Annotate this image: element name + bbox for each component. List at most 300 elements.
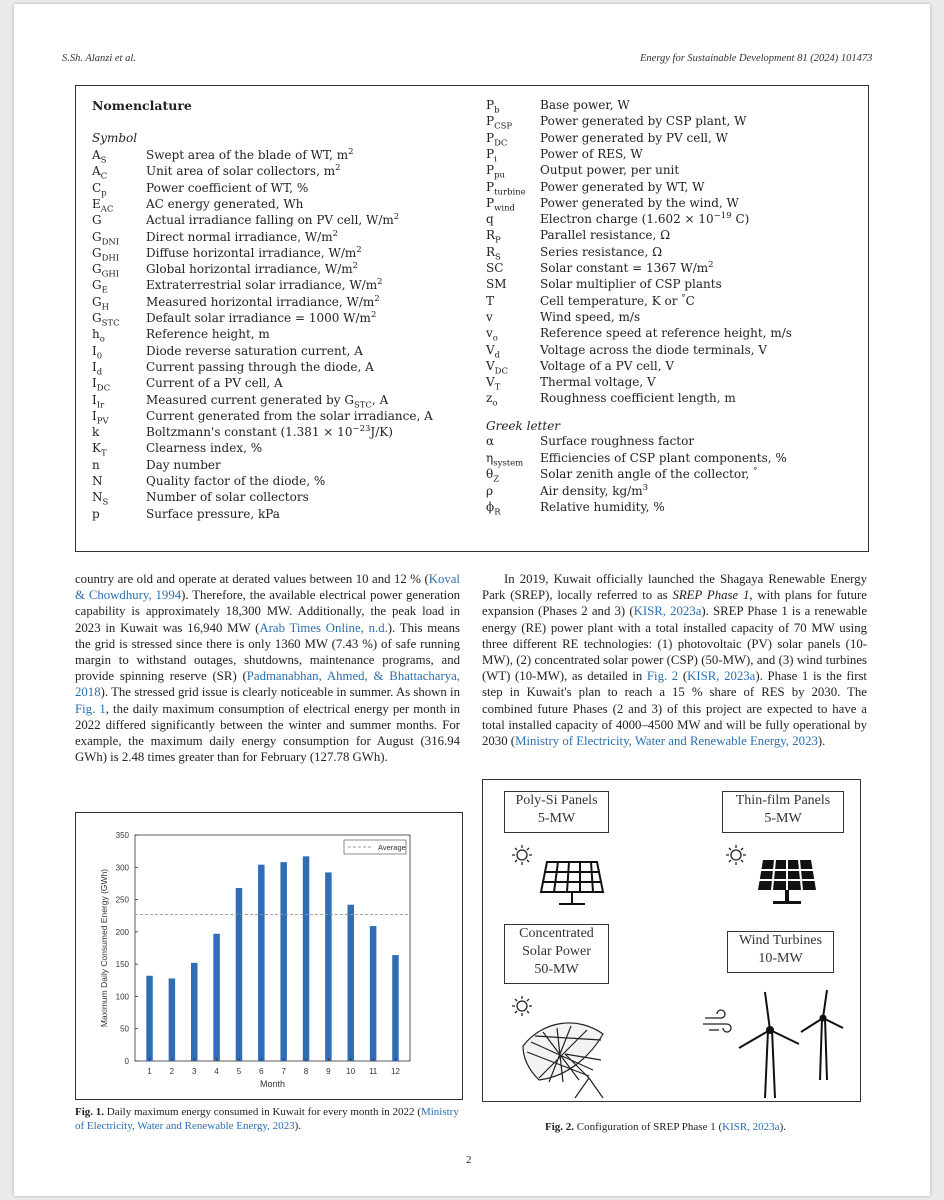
nomenclature-symbol [92,180,107,198]
symbol-base: ϕ [486,500,495,515]
y-tick-label: 50 [120,1024,129,1034]
nomenclature-row [486,180,866,196]
nomenclature-definition [540,212,749,226]
polysi-panels-label [504,791,609,833]
nomenclature-definition [540,467,757,481]
nomenclature-definition [540,261,714,275]
definition-subscript: STC [353,399,372,410]
nomenclature-row [486,163,866,179]
nomenclature-definition [540,114,746,128]
x-tick-label: 5 [236,1067,242,1076]
definition-text: Power generated by WT, W [540,179,705,194]
nomenclature-definition [146,148,354,162]
nomenclature-row [486,484,866,500]
nomenclature-definition [146,213,399,227]
definition-text: Solar multiplier of CSP plants [540,277,722,292]
nomenclature-symbol [92,359,103,378]
nomenclature-row [92,360,472,376]
definition-text: Diffuse horizontal irradiance, W/m [146,245,357,260]
figure-2-caption [545,1120,786,1134]
body-text: country are old and operate at derated values between 10 and 12 % ( [75,572,429,586]
definition-text: Voltage of a PV cell, V [540,358,674,373]
definition-text: Cell temperature, K or [540,293,682,308]
wind-label-line2: 10-MW [758,951,803,966]
definition-superscript: 2 [332,228,339,239]
symbol-subscript: d [494,349,501,360]
symbol-base: G [92,294,102,309]
body-right-column [482,571,867,749]
nomenclature-symbol [486,391,498,409]
definition-text: Clearness index, % [146,441,263,456]
polysi-label-line1: Poly-Si Panels [515,793,598,808]
bar-month-8 [303,856,310,1061]
symbol-subscript: PV [96,416,109,427]
definition-text: Solar constant = 1367 W/m [540,261,709,275]
x-axis-label: Month [259,1079,286,1089]
body-text: ). [817,734,826,749]
definition-text: Thermal voltage, V [540,375,656,390]
page-number: 2 [466,1154,472,1166]
nomenclature-definition [540,163,679,177]
nomenclature-definition [146,490,309,504]
nomenclature-symbol [486,179,526,197]
nomenclature-definition [146,425,393,439]
citation-link[interactable]: KISR, 2023a [687,669,756,684]
symbol-subscript: STC [101,318,120,329]
nomenclature-row [486,467,866,483]
symbol-subscript: turbine [494,186,526,197]
nomenclature-symbol [486,342,501,360]
nomenclature-definition [146,441,262,455]
symbol-base: V [486,358,495,373]
symbol-subscript: o [492,398,498,409]
y-tick-label: 200 [115,927,129,937]
symbol-base: P [486,98,495,112]
definition-superscript: −23 [352,424,371,435]
nomenclature-symbol [486,228,501,246]
sun-icon [512,996,532,1016]
sun-icon [512,845,532,865]
definition-text: Power generated by the wind, W [540,195,739,210]
definition-text: Reference height, m [146,327,270,342]
nomenclature-row [92,376,472,392]
symbol-base: C [92,180,102,195]
symbol-subscript: GHI [101,269,120,280]
nomenclature-symbol [92,213,102,227]
citation-link[interactable]: Fig. 2 [646,669,679,684]
nomenclature-symbol [92,490,109,508]
figure-2-caption-text: Configuration of SREP Phase 1 ( [576,1121,723,1133]
nomenclature-symbol [92,441,107,459]
symbol-subscript: CSP [494,121,513,132]
definition-text: Measured current generated by G [146,392,354,407]
symbol-subscript: DHI [101,253,120,264]
definition-text: Output power, per unit [540,163,680,178]
definition-text: Measured horizontal irradiance, W/m [146,294,375,309]
y-tick-label: 300 [115,863,129,873]
nomenclature-definition [146,376,283,390]
bar-month-12 [392,955,399,1061]
symbol-subscript: DC [96,383,111,394]
symbol-base: P [486,114,495,129]
nomenclature-symbol [92,507,100,521]
symbol-subscript: T [100,448,107,459]
symbol-subscript: T [494,382,501,393]
symbol-subscript: 0 [96,350,103,361]
symbol-base: P [486,163,495,178]
symbol-base: n [92,457,100,472]
nomenclature-row [486,500,866,516]
definition-text: Boltzmann's constant (1.381 × 10 [146,425,353,440]
definition-superscript: 2 [374,293,380,304]
symbol-base: P [486,195,495,210]
y-axis-label: Maximum Daily Consumed Energy (GWh) [99,868,109,1028]
symbol-subscript: DC [494,137,508,148]
x-tick-label: 7 [281,1067,286,1076]
nomenclature-row [486,98,866,114]
definition-text: Global horizontal irradiance, W/m [146,262,353,277]
nomenclature-symbol [92,196,114,215]
nomenclature-row [92,197,472,213]
bar-month-1 [146,976,153,1061]
nomenclature-definition [540,326,792,340]
symbol-base: E [92,196,101,211]
citation-link[interactable]: Padmanabhan, Ahmed, & Bhattacharya, 2018 [75,669,460,700]
figure-2-caption-link[interactable]: KISR, 2023a [722,1121,780,1133]
nomenclature-symbol [486,244,501,263]
nomenclature-row [486,114,866,130]
symbol-base: V [486,342,495,357]
citation-link[interactable]: Fig. 1 [75,701,106,716]
csp-label-line3: 50-MW [534,962,579,977]
symbol-base: k [92,425,100,440]
definition-text: Efficiencies of CSP plant components, % [540,450,787,465]
symbol-base: N [92,474,103,488]
nomenclature-row [92,230,472,246]
bar-month-9 [325,872,332,1061]
y-tick-label: 150 [115,960,129,970]
symbol-base: R [486,228,496,243]
nomenclature-definition [146,409,433,423]
x-tick-label: 12 [391,1067,400,1076]
definition-superscript: 2 [708,260,714,270]
x-tick-label: 2 [169,1067,175,1076]
nomenclature-symbol [486,358,508,377]
definition-text: Voltage across the diode terminals, V [540,342,768,357]
symbol-base: SC [486,261,504,275]
symbol-base: p [92,506,100,521]
definition-superscript: 2 [356,244,362,255]
definition-text: Current of a PV cell, A [146,376,283,391]
symbol-heading: Symbol [92,131,138,145]
definition-tail: , A [371,392,389,407]
nomenclature-symbol [486,484,493,498]
nomenclature-symbol [92,392,105,410]
symbol-subscript: d [96,367,103,378]
citation-link[interactable]: Arab Times Online, n.d. [259,620,388,635]
nomenclature-symbol [92,425,99,439]
symbol-subscript: E [101,285,108,296]
symbol-base: P [486,146,495,161]
citation-link[interactable]: Ministry of Electricity, Water and Renewable Energy, 2023 [515,734,818,749]
definition-text: Surface roughness factor [540,434,695,448]
nomenclature-definition [146,164,341,178]
nomenclature-row [92,278,472,294]
symbol-base: N [92,490,103,505]
csp-dish-icon [523,1023,603,1098]
x-tick-label: 6 [259,1067,264,1076]
citation-link[interactable]: Koval & Chowdhury, 1994 [75,572,460,603]
nomenclature-symbol [486,294,494,308]
definition-text: Default solar irradiance = 1000 W/m [146,311,371,325]
body-text: ). The stressed grid issue is clearly noticeable in summer. As shown in [100,685,460,700]
greek-heading: Greek letter [486,419,561,433]
nomenclature-definition [146,295,380,309]
figure-2-caption-end: ). [779,1121,786,1133]
nomenclature-symbol [92,327,105,345]
nomenclature-row [486,375,866,391]
nomenclature-symbol [92,278,108,296]
nomenclature-symbol [92,458,100,472]
figure-1-label: Fig. 1. [75,1106,105,1118]
symbol-subscript: i [494,154,497,165]
symbol-base: I [92,392,97,407]
definition-text: Solar zenith angle of the collector, [540,467,754,482]
nomenclature-definition [540,180,704,194]
nomenclature-row [92,441,472,457]
symbol-subscript: S [495,252,501,263]
nomenclature-symbol [92,229,120,247]
wind-turbine-icon [739,992,799,1098]
definition-text: Air density, kg/m [540,483,643,498]
nomenclature-symbol [92,376,111,394]
nomenclature-symbol [92,408,109,427]
nomenclature-row [92,490,472,506]
symbol-base: G [92,262,102,277]
symbol-base: T [486,293,495,308]
definition-text: AC energy generated, Wh [146,196,304,211]
nomenclature-symbol [92,262,120,280]
symbol-subscript: P [495,235,501,246]
definition-text: Surface pressure, kPa [146,506,280,521]
nomenclature-symbol [486,500,501,518]
nomenclature-row [486,131,866,147]
y-tick-label: 0 [124,1057,129,1066]
nomenclature-definition [540,294,695,308]
symbol-subscript: S [102,497,109,508]
symbol-base: I [92,376,97,391]
figure-2-frame [482,779,861,1102]
bar-month-5 [236,888,243,1061]
figure-1-caption-link[interactable]: Ministry of Electricity, Water and Renewable Energy, 2023 [75,1106,459,1132]
nomenclature-definition [540,228,670,242]
definition-superscript: 2 [393,212,400,223]
symbol-subscript: wind [494,203,515,214]
definition-superscript: 2 [348,147,354,157]
symbol-base: I [92,408,97,423]
body-text: SREP Phase 1 [672,588,750,603]
definition-text: Day number [146,457,221,472]
x-tick-label: 3 [192,1067,197,1076]
nomenclature-definition [540,375,656,389]
thinfilm-solar-panel-icon [758,860,816,904]
definition-text: Unit area of solar collectors, m [146,164,336,179]
thinfilm-panels-label [722,791,844,833]
nomenclature-definition [146,197,303,211]
bar-month-10 [348,905,355,1061]
nomenclature-row [92,458,472,474]
definition-tail: C [685,293,695,308]
x-tick-label: 8 [303,1067,309,1076]
x-tick-label: 4 [214,1067,219,1076]
symbol-subscript: H [101,302,110,313]
symbol-base: v [486,309,493,324]
citation-link[interactable]: KISR, 2023a [633,604,702,619]
nomenclature-symbol [486,163,505,181]
symbol-base: A [92,164,101,179]
symbol-subscript: b [494,105,500,116]
definition-superscript: 2 [335,163,341,174]
nomenclature-row [92,474,472,490]
figure-1-caption [75,1105,465,1133]
nomenclature-row [92,213,472,229]
nomenclature-symbol [486,146,497,165]
nomenclature-symbol [92,294,110,313]
nomenclature-symbol [486,375,501,393]
nomenclature-symbol [92,245,120,264]
figure-1-caption-text: Daily maximum energy consumed in Kuwait for every month in 2022 ( [106,1106,421,1118]
nomenclature-row [486,326,866,342]
nomenclature-row [486,391,866,407]
symbol-subscript: Z [493,474,500,485]
bar-month-3 [191,963,198,1061]
figure-1-caption-end: ). [294,1120,302,1132]
body-text: , with plans for future expansion (Phases 2 and 3) ( [482,588,867,619]
nomenclature-definition [540,277,722,291]
symbol-subscript: p [101,187,107,198]
definition-tail: J/K) [370,425,393,440]
nomenclature-symbol [486,195,515,214]
definition-text: Parallel resistance, Ω [540,228,671,243]
nomenclature-row [486,277,866,293]
polysi-solar-panel-icon [541,862,603,904]
nomenclature-symbol [486,212,494,226]
nomenclature-definition [146,278,383,292]
nomenclature-definition [540,484,648,498]
running-header-authors: S.Sh. Alanzi et al. [62,53,136,64]
body-text: , the daily maximum consumption of electrical energy per month in 2022 differed significantly between the winter and summer months. For example, the maximum daily energy consumption for August (316.94 GWh) is 2.48 times greater than for February (127.78 GWh). [75,701,460,765]
body-left-column [75,571,460,765]
nomenclature-definition [540,245,662,259]
symbol-subscript: DC [494,366,508,377]
running-header-journal: Energy for Sustainable Development 81 (2024) 101473 [640,53,873,64]
symbol-subscript: C [100,171,108,182]
definition-superscript: −19 [713,211,732,222]
figure-1-frame [75,812,463,1100]
nomenclature-row [486,212,866,228]
csp-label-line1: Concentrated [519,926,594,941]
nomenclature-definition [146,474,325,488]
nomenclature-row [486,147,866,163]
symbol-base: v [486,326,493,341]
nomenclature-symbol [486,277,507,291]
nomenclature-definition [540,343,767,357]
symbol-base: G [92,213,102,228]
nomenclature-box [75,85,869,552]
nomenclature-symbol [486,326,498,344]
nomenclature-symbol [486,310,493,324]
symbol-subscript: system [493,457,524,468]
definition-text: Number of solar collectors [146,490,309,505]
definition-superscript: 2 [377,277,383,288]
nomenclature-row [92,311,472,327]
symbol-base: G [92,245,102,260]
symbol-subscript: AC [100,204,114,215]
nomenclature-definition [146,507,280,521]
x-tick-label: 10 [346,1067,356,1076]
definition-text: Swept area of the blade of WT, m [146,148,349,162]
nomenclature-definition [146,181,308,195]
nomenclature-symbol [486,450,524,468]
nomenclature-definition [146,230,338,244]
body-text: ( [678,669,688,684]
csp-label-line2: Solar Power [522,944,591,959]
symbol-base: I [92,343,97,358]
nomenclature-symbol [486,434,494,448]
nomenclature-symbol [92,164,108,182]
nomenclature-definition [146,392,389,410]
nomenclature-definition [146,262,358,276]
nomenclature-definition [146,360,374,374]
definition-text: Quality factor of the diode, % [146,474,326,488]
nomenclature-row [92,295,472,311]
wind-turbines-label [727,931,834,973]
definition-text: Electron charge (1.602 × 10 [540,212,714,227]
definition-text: Base power, W [540,98,630,112]
nomenclature-definition [540,310,640,324]
nomenclature-symbol [486,98,500,116]
symbol-base: SM [486,277,507,292]
symbol-base: θ [486,467,494,482]
thinfilm-label-line2: 5-MW [764,811,802,826]
symbol-base: ρ [486,483,494,498]
symbol-base: h [92,327,100,342]
nomenclature-symbol [92,148,107,166]
wind-label-line1: Wind Turbines [738,933,823,948]
definition-text: Power coefficient of WT, % [146,180,309,195]
definition-text: Wind speed, m/s [540,309,641,324]
symbol-base: V [486,375,495,390]
thinfilm-label-line1: Thin-film Panels [735,793,831,808]
nomenclature-definition [146,246,362,260]
symbol-subscript: DNI [101,236,120,247]
nomenclature-row [486,196,866,212]
bar-month-2 [169,978,176,1061]
symbol-base: z [486,391,493,406]
nomenclature-symbol [92,311,120,329]
nomenclature-definition [540,434,694,448]
definition-tail: C) [731,212,750,227]
symbol-base: K [92,441,101,456]
nomenclature-row [92,262,472,278]
nomenclature-row [486,451,866,467]
nomenclature-symbol [486,114,513,132]
symbol-subscript: Ir [96,399,105,410]
nomenclature-row [92,164,472,180]
symbol-base: P [486,130,495,145]
nomenclature-title: Nomenclature [92,98,192,113]
nomenclature-definition [146,327,270,341]
